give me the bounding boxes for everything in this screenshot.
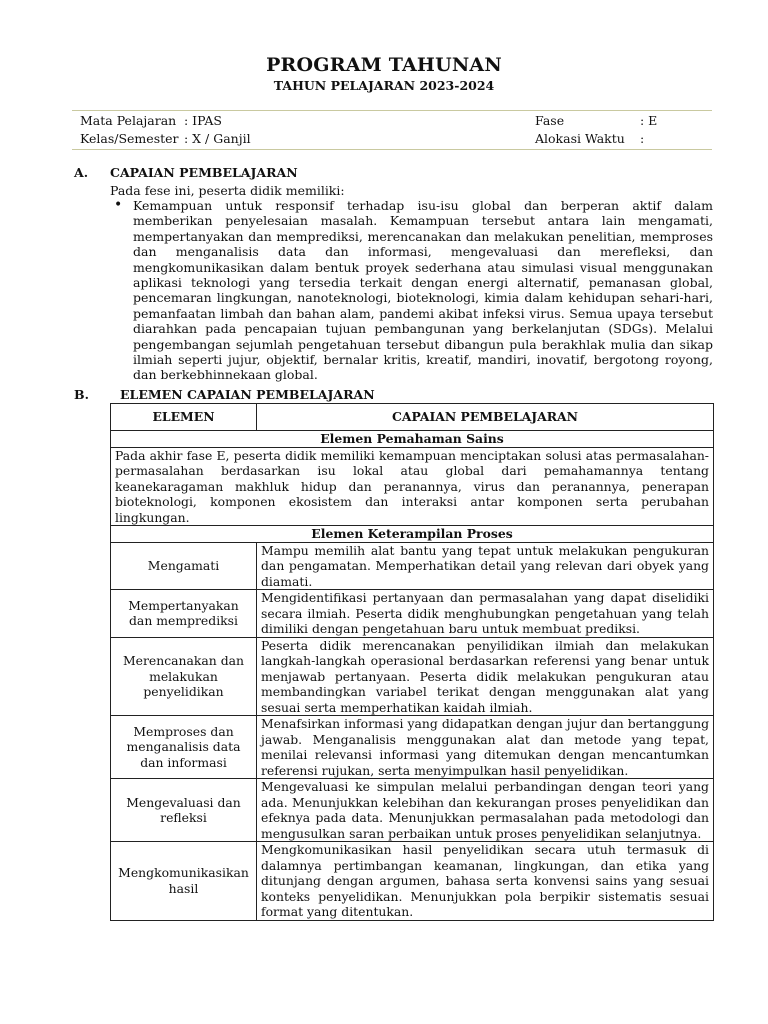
outcome-cell: Peserta didik merencanakan penyilidikan ilmiah dan melakukan langkah-langkah operasional berdasarkan referensi yang benar untuk menjawab pertanyaan. Peserta didik melakukan pengukuran atau membandingkan variabel terikat dengan menggunakan alat yang sesuai serta memperhatikan kaidah ilmiah.: [257, 637, 714, 716]
section-a-heading: CAPAIAN PEMBELAJARAN: [110, 165, 298, 180]
time-value: :: [640, 131, 645, 146]
element-cell: Memproses dan menganalisis data dan informasi: [111, 716, 257, 779]
column-header-outcome: CAPAIAN PEMBELAJARAN: [257, 404, 714, 431]
phase-label: Fase: [535, 113, 565, 128]
group-row-process: [111, 526, 714, 543]
table-row: [111, 716, 714, 779]
group-text-row-understanding: [111, 447, 714, 526]
identity-box: [72, 110, 712, 150]
identity-row-1: [80, 113, 708, 131]
document-title: PROGRAM TAHUNAN: [266, 54, 502, 76]
table-row: [111, 779, 714, 842]
table-row: [111, 637, 714, 716]
table-row: [111, 542, 714, 590]
element-cell: Mengamati: [111, 542, 257, 590]
group-text-understanding: Pada akhir fase E, peserta didik memiliki kemampuan menciptakan solusi atas permasalahan-permasalahan berdasarkan isu lokal atau global dari pemahamannya tentang keanekaragaman makhluk hidup dan peranannya, virus dan peranannya, penerapan bioteknologi, komponen ekosistem dan interaksi antar komponen serta perubahan lingkungan.: [111, 447, 714, 526]
subject-label: Mata Pelajaran: [80, 113, 177, 128]
group-title-understanding: Elemen Pemahaman Sains: [111, 431, 714, 448]
class-value: : X / Ganjil: [184, 131, 251, 146]
document-subtitle: TAHUN PELAJARAN 2023-2024: [273, 78, 495, 93]
time-label: Alokasi Waktu: [535, 131, 625, 146]
outcome-cell: Mengidentifikasi pertanyaan dan permasalahan yang dapat diselidiki secara ilmiah. Peserta didik menghubungkan pengetahuan yang telah dimiliki dengan pengetahuan baru untuk membuat prediksi.: [257, 590, 714, 638]
element-cell: Mempertanyakan dan memprediksi: [111, 590, 257, 638]
section-a-marker: A.: [74, 165, 89, 180]
table-row: [111, 590, 714, 638]
bullet-icon: •: [114, 197, 123, 213]
outcome-cell: Mampu memilih alat bantu yang tepat untuk melakukan pengukuran dan pengamatan. Memperhatikan detail yang relevan dari obyek yang diamati.: [257, 542, 714, 590]
element-cell: Mengkomunikasikan hasil: [111, 842, 257, 921]
table-row: [111, 842, 714, 921]
table-header-row: [111, 404, 714, 431]
element-cell: Merencanakan dan melakukan penyelidikan: [111, 637, 257, 716]
section-b-heading: ELEMEN CAPAIAN PEMBELAJARAN: [120, 387, 375, 402]
elements-table: [110, 403, 714, 921]
outcome-cell: Menafsirkan informasi yang didapatkan dengan jujur dan bertanggung jawab. Menganalisis menggunakan alat dan metode yang tepat, menilai relevansi informasi yang ditemukan dengan mencantumkan referensi rujukan, serta menyimpulkan hasil penyelidikan.: [257, 716, 714, 779]
element-cell: Mengevaluasi dan refleksi: [111, 779, 257, 842]
section-a-bullet-text: Kemampuan untuk responsif terhadap isu-isu global dan berperan aktif dalam memberikan penyelesaian masalah. Kemampuan tersebut antara lain mengamati, mempertanyakan dan memprediksi, merencanakan dan melakukan penelitian, memproses dan menganalisis data dan informasi, mengevaluasi dan merefleksi, dan mengkomunikasikan dalam bentuk proyek sederhana atau simulasi visual menggunakan aplikasi teknologi yang tersedia terkait dengan energi alternatif, pemanasan global, pencemaran lingkungan, nanoteknologi, bioteknologi, kimia dalam kehidupan sehari-hari, pemanfaatan limbah dan bahan alam, pandemi akibat infeksi virus. Semua upaya tersebut diarahkan pada pencapaian tujuan pembangunan yang berkelanjutan (SDGs). Melalui pengembangan sejumlah pengetahuan tersebut dibangun pula berakhlak mulia dan sikap ilmiah seperti jujur, objektif, bernalar kritis, kreatif, mandiri, inovatif, bergotong royong, dan berkebhinnekaan global.: [133, 198, 713, 383]
column-header-element: ELEMEN: [111, 404, 257, 431]
section-a-intro: Pada fese ini, peserta didik memiliki:: [110, 183, 345, 198]
subject-value: : IPAS: [184, 113, 222, 128]
group-row-understanding: [111, 431, 714, 448]
identity-row-2: [80, 131, 708, 149]
section-b-marker: B.: [74, 387, 89, 402]
group-title-process: Elemen Keterampilan Proses: [111, 526, 714, 543]
class-label: Kelas/Semester: [80, 131, 179, 146]
outcome-cell: Mengkomunikasikan hasil penyelidikan secara utuh termasuk di dalamnya pertimbangan keamanan, lingkungan, dan etika yang ditunjang dengan argumen, bahasa serta konvensi sains yang sesuai konteks penyelidikan. Menunjukkan pola berpikir sistematis sesuai format yang ditentukan.: [257, 842, 714, 921]
outcome-cell: Mengevaluasi ke simpulan melalui perbandingan dengan teori yang ada. Menunjukkan kelebihan dan kekurangan proses penyelidikan dan efeknya pada data. Menunjukkan permasalahan pada metodologi dan mengusulkan saran perbaikan untuk proses penyelidikan selanjutnya.: [257, 779, 714, 842]
phase-value: : E: [640, 113, 658, 128]
